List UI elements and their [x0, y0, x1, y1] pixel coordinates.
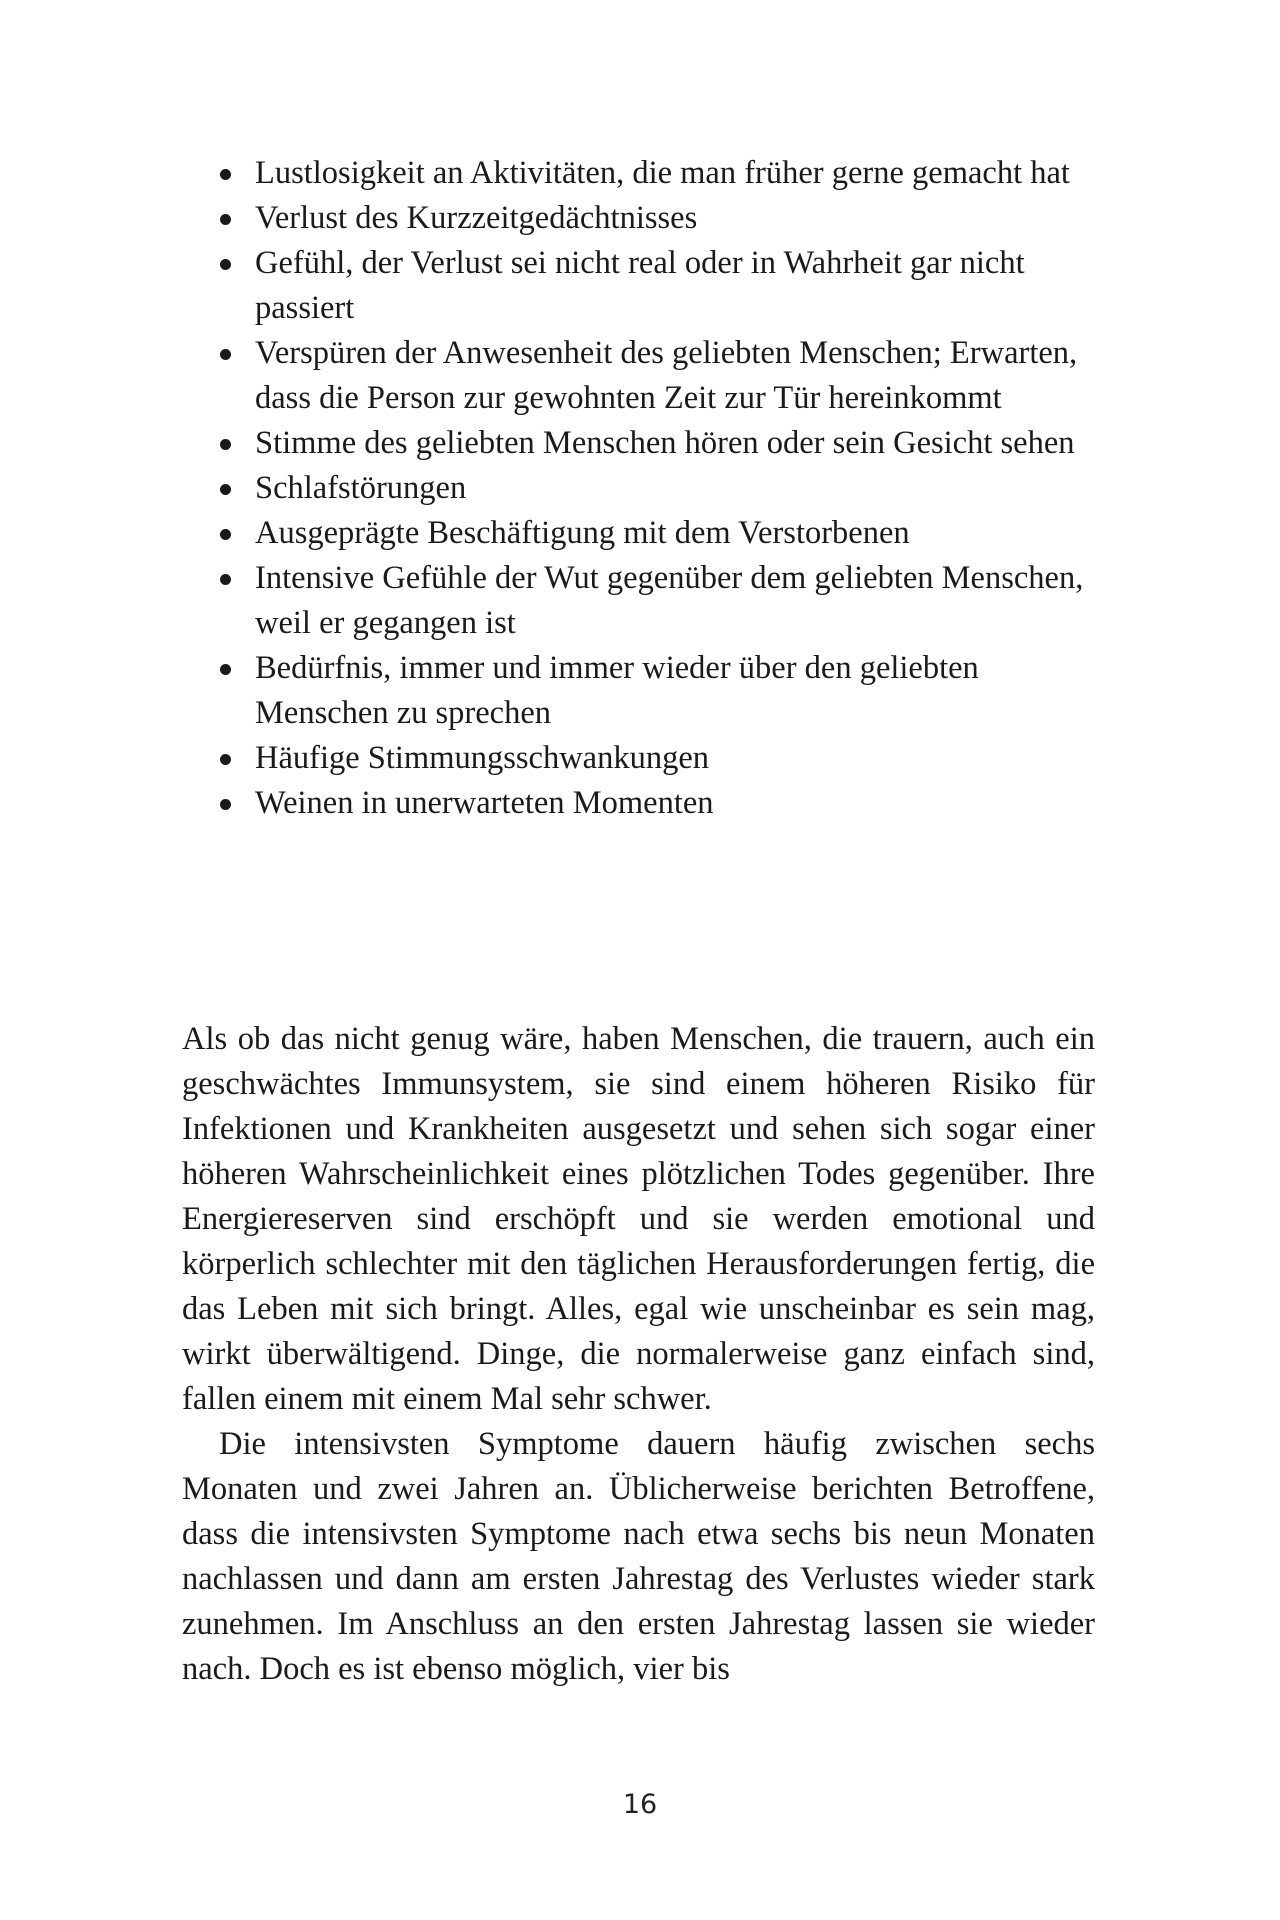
list-item — [220, 511, 1100, 556]
list-item-text: Weinen in unerwarteten Momenten — [255, 785, 714, 821]
bullet-dot-icon — [220, 349, 231, 360]
list-item — [220, 781, 1100, 826]
bullet-dot-icon — [220, 664, 231, 675]
list-item-text: Verlust des Kurzzeitgedächtnisses — [255, 200, 698, 236]
list-item — [220, 151, 1100, 196]
list-item-text: Intensive Gefühle der Wut gegenüber dem geliebten Menschen, weil er gegangen ist — [255, 560, 1084, 641]
bullet-dot-icon — [220, 754, 231, 765]
list-item-text: Verspüren der Anwesenheit des geliebten Menschen; Erwarten, dass die Person zur gewohnten Zeit zur Tür hereinkommt — [255, 335, 1078, 416]
list-item — [220, 421, 1100, 466]
list-item — [220, 646, 1100, 736]
list-item — [220, 736, 1100, 781]
list-item — [220, 331, 1100, 421]
body-text — [182, 1017, 1095, 1692]
list-item — [220, 556, 1100, 646]
list-item-text: Stimme des geliebten Menschen hören oder sein Gesicht sehen — [255, 425, 1075, 461]
list-item-text: Ausgeprägte Beschäftigung mit dem Verstorbenen — [255, 515, 910, 551]
bullet-dot-icon — [220, 259, 231, 270]
page-number: 16 — [622, 1789, 658, 1820]
paragraph: Die intensivsten Symptome dauern häufig zwischen sechs Monaten und zwei Jahren an. Üblicherweise berichten Betroffene, dass die intensivsten Symptome nach etwa sechs bis neun Monaten nachlassen und dann am ersten Jahrestag des Verlustes wieder stark zunehmen. Im Anschluss an den ersten Jahrestag lassen sie wieder nach. Doch es ist ebenso möglich, vier bis — [182, 1426, 1095, 1687]
list-item — [220, 196, 1100, 241]
bullet-dot-icon — [220, 214, 231, 225]
list-item-text: Bedürfnis, immer und immer wieder über den geliebten Menschen zu sprechen — [255, 650, 979, 731]
bullet-dot-icon — [220, 574, 231, 585]
list-item-text: Lustlosigkeit an Aktivitäten, die man früher gerne gemacht hat — [255, 155, 1070, 191]
bullet-dot-icon — [220, 529, 231, 540]
bullet-dot-icon — [220, 439, 231, 450]
list-item — [220, 241, 1100, 331]
list-item-text: Schlafstörungen — [255, 470, 467, 506]
paragraph: Als ob das nicht genug wäre, haben Menschen, die trauern, auch ein geschwächtes Immunsystem, sie sind einem höheren Risiko für Infektionen und Krankheiten ausgesetzt und sehen sich sogar einer höheren Wahrscheinlichkeit eines plötzlichen Todes gegenüber. Ihre Energiereserven sind erschöpft und sie werden emotional und körperlich schlechter mit den täglichen Herausforderungen fertig, die das Leben mit sich bringt. Alles, egal wie unscheinbar es sein mag, wirkt überwältigend. Dinge, die normalerweise ganz einfach sind, fallen einem mit einem Mal sehr schwer. — [182, 1021, 1095, 1417]
list-item-text: Häufige Stimmungsschwankungen — [255, 740, 710, 776]
bullet-dot-icon — [220, 169, 231, 180]
bullet-dot-icon — [220, 484, 231, 495]
list-item-text: Gefühl, der Verlust sei nicht real oder in Wahrheit gar nicht passiert — [255, 245, 1025, 326]
list-item — [220, 466, 1100, 511]
symptom-list — [220, 151, 1100, 826]
bullet-dot-icon — [220, 799, 231, 810]
